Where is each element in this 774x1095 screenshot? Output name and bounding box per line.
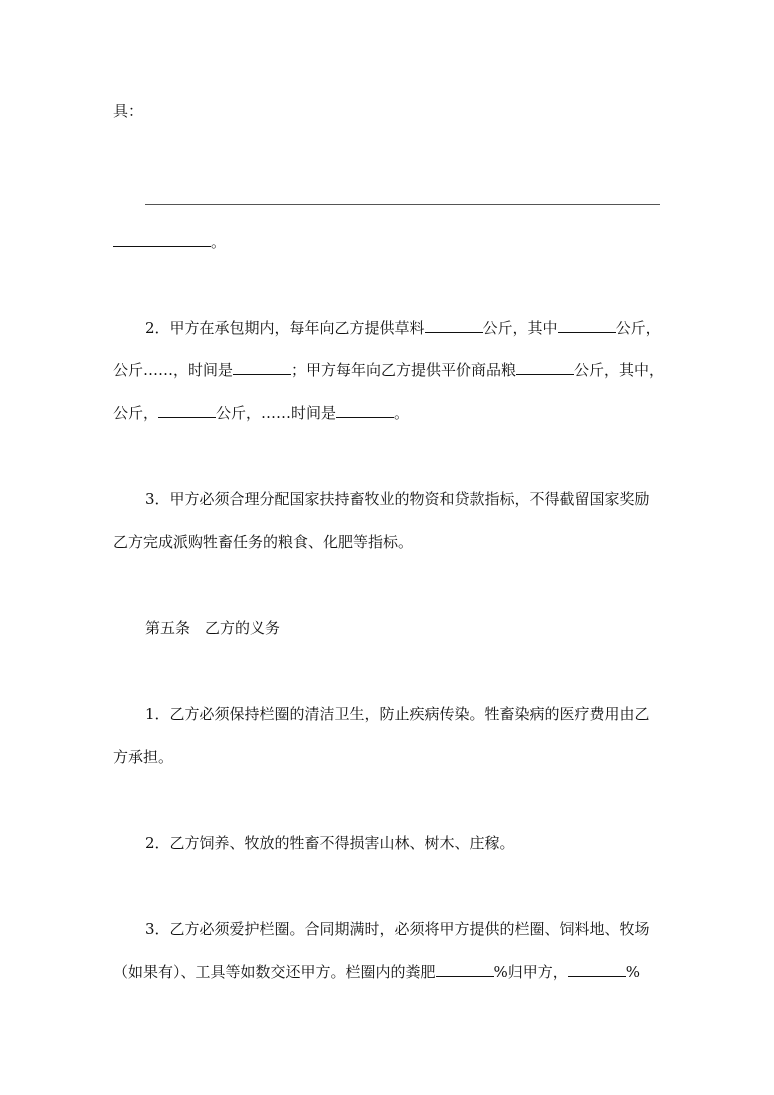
text-line [113,232,226,252]
s5-item1-line2: 方承担。 [113,748,174,766]
section-title: 第五条 乙方的义务 [145,619,281,637]
blank-field [568,962,626,977]
text: 公斤， [615,319,661,337]
text: %归甲方， [493,963,568,981]
item2-line2 [113,360,664,380]
item2-line3 [113,403,409,423]
s5-item1-line1: 1．乙方必须保持栏圈的清洁卫生，防止疾病传染。牲畜染病的医疗费用由乙 [145,705,650,723]
text: 。 [394,404,410,422]
text-line: 具： [113,102,144,120]
period: 。 [211,233,227,251]
s5-item3-line1: 3．乙方必须爱护栏圈。合同期满时，必须将甲方提供的栏圈、饲料地、牧场 [145,920,650,938]
text: 公斤，其中， [574,361,665,379]
item2-line1 [145,318,661,338]
text: 公斤……，时间是 [113,361,234,379]
text: % [625,963,641,981]
item3-line1: 3．甲方必须合理分配国家扶持畜牧业的物资和贷款指标，不得截留国家奖励 [145,490,650,508]
blank-field [233,360,291,375]
s5-item2: 2．乙方饲养、牧放的牲畜不得损害山林、树木、庄稼。 [145,834,515,852]
text: ；甲方每年向乙方提供平价商品粮 [291,361,517,379]
s5-item3-line2 [113,962,640,982]
blank-field [336,403,394,418]
blank-field [425,318,483,333]
text: 公斤，其中 [482,319,558,337]
blank-field [158,403,216,418]
blank-field [558,318,616,333]
text: 公斤，……时间是 [216,404,337,422]
text: （如果有）、工具等如数交还甲方。栏圈内的粪肥 [113,963,436,981]
blank-field [516,360,574,375]
blank-field [436,962,494,977]
fill-in-line [145,204,660,205]
text: 公斤， [113,404,159,422]
text: 2．甲方在承包期内，每年向乙方提供草料 [145,319,425,337]
item3-line2: 乙方完成派购牲畜任务的粮食、化肥等指标。 [113,533,414,551]
blank-field [113,232,211,247]
